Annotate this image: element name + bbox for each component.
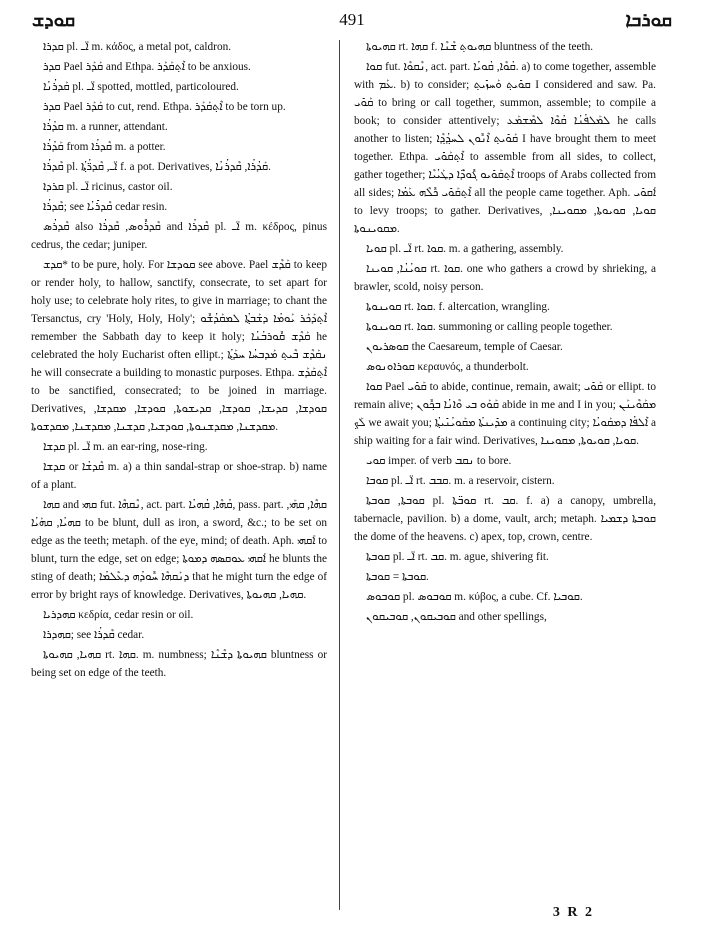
dictionary-entry: ܩܗܝܘܬܐ rt. ܩܗܐ f. ܩܗܝܘܬ݂ ܫܶܢܶܐ bluntness of the teeth. [366,41,594,53]
page-number: 491 [339,10,365,29]
right-column [354,38,656,908]
dictionary-entry: ܩܘܪܐܘܢܘܣ κεραυνός, a thunderbolt. [366,361,529,373]
dictionary-entry: ܩܘܐ fut. ܢܶܩܘܶܐ, act. part. ܩܳܘܶܐ, ܩܳܘܝܳܐ. a) to come together, assemble with ܥܰܡ. b) to consider; ܩܘܺܝܬ݂ ܘܰܚܙܺܝܬ݂ I considered and saw. Pa. ܩܰܘܺܝ to bring or call together, summon, assemble; to compile a book; to consider attentively; ܠܡܰܠܦܳܢܳܐ ܩܳܘܶܐ ܠܡܶܫܡܰܥ he calls another to listen; ܩܰܘܺܝܬ݂ ܐܶܢܽܘܢ ܠܚܕ݂ܳܕ݂ܶܐ I have brought them to meet together. Ethpa. ܐܶܬ݂ܩܰܘܺܝ to assemble from all sides, to collect, gather together; ܐܶܬ݂ܩܰܘܺܝܘ ܓܽܘܕ̈ܶܐ ܕܛܰܝܳܝܶܐ troops of Arabs collected from all sides; ܐܶܬ݂ܩܰܘܺܝ ܟܽܠܶܗ ܥܰܡܳܐ all the people came together. Aph. ܐܰܩܘܺܝ to levy troops; to gather. Derivatives, ܩܘܝܐ, ܩܘܝܘܬܐ, ܡܩܘܝܢܐ, ܡܩܘܝܢܘܬܐ. [354,61,656,235]
column-divider [339,40,340,910]
dictionary-entry: ܩܶܕܪܳܐ; see ܩܶܕܪܺܝܳܐ cedar resin. [43,201,168,213]
dictionary-entry: ܩܘܒܝܩܘܢ, ܩܘܒܝܩܘܢ and other spellings, [366,611,547,623]
dictionary-entry: ܩܕܫܐ or ܩܶܕܫܳܐ m. a) a thin sandal-strap or shoe-strap. b) name of a plant. [31,461,327,491]
dictionary-entry: ܩܰܕܪܳܢܳܐ pl. ܐ̈ـ spotted, mottled, particoloured. [43,81,239,93]
running-header [32,8,672,34]
dictionary-entry: ܩܗܕܪܝܐ κεδρία, cedar resin or oil. [43,609,194,621]
dictionary-entry: ܩܘܒܬܐ pl. ܐ̈ـ rt. ܩܒ. m. ague, shivering fit. [366,551,549,563]
dictionary-entry: ܩܶܕܪܳܐ pl. ܐ̈ـ, ܩܶܕܪ̈ܳܬ݂ܳܐ f. a pot. Derivatives, ܩܰܕܳܪܳܐ, ܩܶܕܪܳܢܳܐ. [43,161,271,173]
dictionary-entry: ܩܗܐ and ܩܗܝ fut. ܢܶܩܗܶܐ, act. part. ܩܳܗܶܐ, ܩܳܗܝܳܐ, pass. part. ܩܗܶܐ, ܩܗܰܝ, ܩܗܝܳܐ, ܩܗܰܝܳܐ to be blunt, dull as iron, a sword, &c.; to be set on edge as the teeth; metaph. of the eye, mind; of death. Aph. ܐܰܩܗܝ to blunt, turn the edge, set on edge; ܐܰܩܗܝ ܥܘܩܣܗ ܕܡܘܬܐ he blunts the sting of death; ܕܢܰܩܗܶܐ ܚܽܘܕܳܗ ܕܥܶܠܡܳܐ that he might turn the edge of error by bright rays of knowledge. Derivatives, ܩܗܝܐ, ܩܗܝܘܬܐ. [31,499,327,601]
dictionary-entry: ܩܘܒܬܐ, ܩܘܒܬܐ pl. ܩܘܒ̈ܬܐ rt. ܩܒ. f. a) a canopy, umbrella, tabernacle, pavilion. b) a dome, vault, arch; metaph. ܩܘܒܬܐ ܕܫܡܝܐ the dome of the heavens. c) apex, top, crown, centre. [354,495,656,543]
dictionary-entry: ܩܕܪܐ pl. ܐ̈ـ m. κάδος, a metal pot, caldron. [43,41,232,53]
left-column [31,38,327,908]
dictionary-entry: ܩܕܫ* to be pure, holy. For ܩܘܕܫܐ see above. Pael ܩܰܕܶܫ to keep or render holy, to hallow, sanctify, consecrate, to set apart for holy use; to celebrate holy rites, to give in marriage; to chant the Tersanctus, cry 'Holy, Holy, Holy'; ܐܶܬ݂ܕܰܟܰܪ ܝܰܘܡܳܐ ܕܫܰܒܬ݂ܳܐ ܠܡܩܰܕܳܫܽܘ remember the Sabbath day to keep it holy; ܩܰܕܶܫ ܩܽܘܪܒܳܢܳܐ he celebrated the holy Eucharist often ellipt.; ܢܩܰܕܶܫ ܒܶܝܬ݂ ܡܰܕܒܚܳܐ ܚܕܰܬ݂ܳܐ he will consecrate a building to monastic purposes. Ethpa. ܐܶܬ݂ܩܰܕܰܫ to be sanctified, consecrated; to be joined in marriage. Derivatives, ܩܘܕܫܐ, ܩܕܝܫܐ, ܩܘܕܫܐ, ܩܕܝܫܘܬܐ, ܩܘܕܫܐ, ܡܩܕܫܐ, ܡܩܕܫܢܐ, ܡܩܕܫܢܘܬܐ, ܩܘܕܫܝܐ, ܩܕܫܢܐ, ܡܩܕܫܢܐ, ܡܩܕܫܘܬܐ. [31,259,327,433]
dictionary-entry: ܩܘܝܐ pl. ܐ̈ـ rt. ܩܘܐ. m. a gathering, assembly. [366,243,564,255]
dictionary-entry: ܩܘܒܬܐ = ܩܘܒܬܐ. [366,571,429,583]
printer-signature-mark: 3 R 2 [552,905,594,920]
dictionary-entry: ܩܘܒܐ pl. ܐ̈ـ rt. ܩܒܒ. m. a reservoir, cistern. [366,475,555,487]
dictionary-entry: ܩܰܕܳܪܳܐ from ܩܶܕܪܳܐ m. a potter. [43,141,166,153]
dictionary-entry: ܩܘܣܪܝܘܢ the Caesareum, temple of Caesar. [366,341,563,353]
dictionary-entry: ܩܪܕܐ pl. ܐ̈ـ ricinus, castor oil. [43,181,173,193]
dictionary-entry: ܩܘܝܢܘܬܐ rt. ܩܘܐ. f. altercation, wrangling. [366,301,550,313]
dictionary-entry: ܩܕܪ Pael ܩܰܕܰܪ to cut, rend. Ethpa. ܐܶܬ݂ܩܰܕܰܪ to be torn up. [43,101,286,113]
dictionary-entry: ܩܶܕܪܳܣ also ܩܶܕܪܽܘܣ, ܩܶܕܪܳܐ and ܩܶܕܪܳܐ pl. ܐ̈ـ m. κέδρος, pinus cedrus, the cedar; juniper. [31,221,327,251]
dictionary-entry: ܩܘܝ imper. of verb ܢܩܒ to bore. [366,455,512,467]
dictionary-entry: ܩܗܝܐ, ܩܗܝܘܬܐ rt. ܩܗܐ. m. numbness; ܩܗܝܘܬܐ ܕܫܶܢܶܐ bluntness or being set on edge of the teeth. [31,649,327,679]
dictionary-entry: ܩܗܕܪܐ; see ܩܶܕܪܳܐ cedar. [43,629,145,641]
dictionary-entry: ܩܘܝܢܘܬܐ rt. ܩܘܐ. summoning or calling people together. [366,321,613,333]
dictionary-entry: ܩܕܳܪܳܐ m. a runner, attendant. [43,121,168,133]
dictionary-entry: ܩܕܫܐ pl. ܐ̈ـ m. an ear-ring, nose-ring. [43,441,208,453]
header-right-word: ܩܘܪܒܐ [625,10,672,31]
dictionary-entry: ܩܘܝܳܢܳܐ, ܩܘܝܢܐ rt. ܩܘܐ. one who gathers a crowd by shrieking, a brawler, scold, noisy person. [354,263,656,293]
dictionary-entry: ܩܘܐ Pael ܩܰܘܺܝ to abide, continue, remain, await; ܩܰܘܺܝ or ellipt. to remain alive; ܩܰܘܰܘ ܒܝ ܘܶܐܢܳܐ ܒܟ݂ܽܘܢ abide in me and I in you; ܡܩܰܘܶܝܢܰܢ ܠܰܟ݂ we await you; ܡܕܺܝܢܬܳܐ ܡܩܰܘܝܳܢܺܝܬ݂ܳܐ a continuing city; ܐܶܠܦܳܐ ܕܡܩܰܘܝܳܐ a ship waiting for a fair wind. Derivatives, ܩܘܝܐ, ܩܘܝܘܬܐ, ܡܩܘܝܢܐ. [354,381,656,447]
header-left-word: ܩܘܕܫ [32,10,76,31]
dictionary-entry: ܩܕܪ Pael ܩܰܕܰܪ and Ethpa. ܐܶܬ݂ܩܰܕܰܪ to be anxious. [43,61,251,73]
dictionary-entry: ܩܘܒܘܣ pl. ܩܘܒܘܣ m. κύβος, a cube. Cf. ܩܘܒܝܐ. [366,591,583,603]
